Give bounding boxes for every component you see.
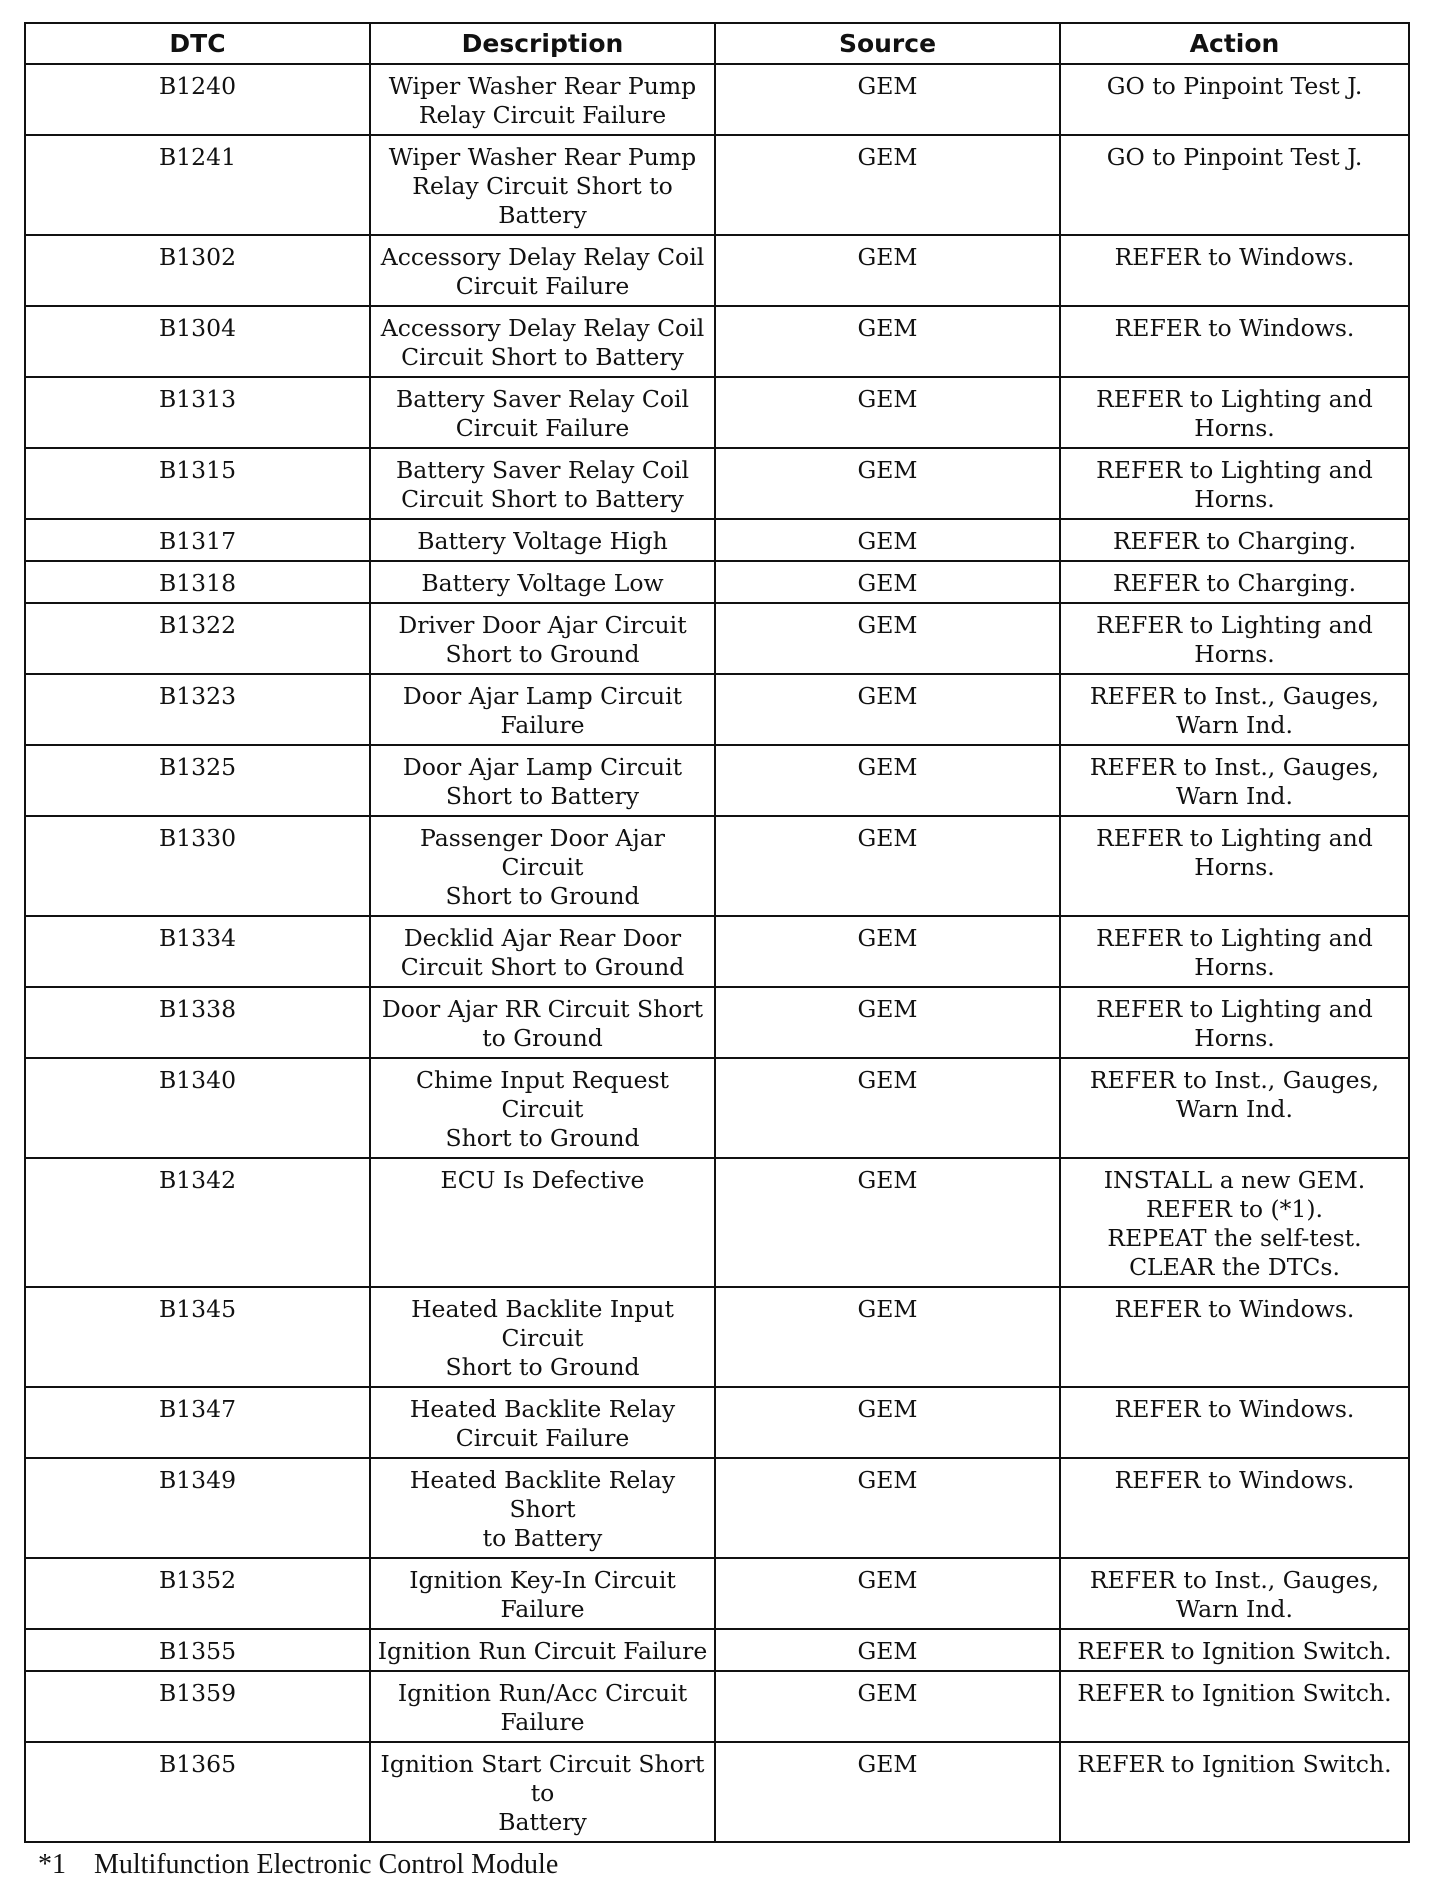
description-cell	[370, 603, 715, 674]
header-action: Action	[1060, 23, 1409, 64]
dtc-code-cell: B1334	[25, 916, 370, 987]
description-cell	[370, 1158, 715, 1287]
source-cell: GEM	[715, 306, 1060, 377]
description-line: Battery Saver Relay Coil	[395, 456, 690, 484]
action-line: REFER to Lighting and	[1096, 456, 1373, 484]
description-cell	[370, 816, 715, 916]
table-row	[25, 1458, 1409, 1558]
description-line: Circuit Short to Ground	[400, 953, 685, 981]
table-row	[25, 987, 1409, 1058]
action-line: Horns.	[1194, 485, 1275, 513]
table-row	[25, 519, 1409, 561]
table-header-row	[25, 23, 1409, 64]
description-line: Short to Ground	[445, 640, 640, 668]
action-cell	[1060, 816, 1409, 916]
action-line: REPEAT the self-test.	[1107, 1224, 1362, 1252]
description-line: Relay Circuit Failure	[418, 101, 667, 129]
source-cell: GEM	[715, 1158, 1060, 1287]
action-cell	[1060, 1458, 1409, 1558]
description-line: Battery Voltage Low	[421, 569, 664, 597]
source-cell: GEM	[715, 135, 1060, 235]
description-cell	[370, 64, 715, 135]
action-cell	[1060, 674, 1409, 745]
description-line: Battery	[498, 1808, 587, 1836]
description-cell	[370, 561, 715, 603]
description-line: to Battery	[482, 1524, 603, 1552]
description-cell	[370, 1387, 715, 1458]
table-row	[25, 235, 1409, 306]
action-cell	[1060, 987, 1409, 1058]
table-row	[25, 306, 1409, 377]
action-line: REFER to Inst., Gauges,	[1089, 682, 1380, 710]
source-cell: GEM	[715, 987, 1060, 1058]
table-row	[25, 561, 1409, 603]
table-row	[25, 64, 1409, 135]
action-line: Horns.	[1194, 414, 1275, 442]
table-row	[25, 1671, 1409, 1742]
description-line: Short to Ground	[445, 882, 640, 910]
source-cell: GEM	[715, 1287, 1060, 1387]
action-line: REFER to Lighting and	[1096, 995, 1373, 1023]
action-cell	[1060, 603, 1409, 674]
source-cell: GEM	[715, 1742, 1060, 1842]
action-cell	[1060, 448, 1409, 519]
action-cell	[1060, 1629, 1409, 1671]
description-line: Circuit Short to Battery	[401, 343, 684, 371]
description-cell	[370, 1742, 715, 1842]
description-line: Failure	[500, 1708, 585, 1736]
action-line: REFER to Inst., Gauges,	[1089, 1566, 1380, 1594]
description-line: Heated Backlite Relay Short	[409, 1466, 676, 1523]
action-line: Horns.	[1194, 853, 1275, 881]
action-line: REFER to Lighting and	[1096, 385, 1373, 413]
description-line: Battery Voltage High	[417, 527, 668, 555]
description-line: Heated Backlite Input Circuit	[411, 1295, 674, 1352]
action-line: REFER to Lighting and	[1096, 611, 1373, 639]
description-line: Passenger Door Ajar Circuit	[420, 824, 665, 881]
action-line: REFER to Windows.	[1114, 1295, 1355, 1323]
action-line: REFER to Ignition Switch.	[1077, 1679, 1392, 1707]
action-cell	[1060, 561, 1409, 603]
action-line: REFER to (*1).	[1145, 1195, 1324, 1223]
action-cell	[1060, 1058, 1409, 1158]
action-cell	[1060, 916, 1409, 987]
footnote-mark: *1	[38, 1849, 66, 1880]
description-line: Door Ajar Lamp Circuit	[402, 682, 683, 710]
action-cell	[1060, 1387, 1409, 1458]
description-line: Circuit Failure	[455, 272, 630, 300]
description-line: Heated Backlite Relay	[409, 1395, 676, 1423]
dtc-code-cell: B1304	[25, 306, 370, 377]
description-line: Circuit Failure	[455, 414, 630, 442]
description-cell	[370, 674, 715, 745]
dtc-code-cell: B1365	[25, 1742, 370, 1842]
action-line: REFER to Windows.	[1114, 1466, 1355, 1494]
table-row	[25, 1287, 1409, 1387]
description-cell	[370, 916, 715, 987]
description-cell	[370, 745, 715, 816]
table-row	[25, 674, 1409, 745]
description-cell	[370, 1629, 715, 1671]
description-line: Failure	[500, 1595, 585, 1623]
table-row	[25, 603, 1409, 674]
source-cell: GEM	[715, 448, 1060, 519]
action-line: Horns.	[1194, 953, 1275, 981]
table-row	[25, 1742, 1409, 1842]
dtc-code-cell: B1352	[25, 1558, 370, 1629]
source-cell: GEM	[715, 1629, 1060, 1671]
description-line: Wiper Washer Rear Pump	[388, 143, 697, 171]
dtc-code-cell: B1240	[25, 64, 370, 135]
dtc-code-cell: B1355	[25, 1629, 370, 1671]
source-cell: GEM	[715, 1671, 1060, 1742]
dtc-code-cell: B1313	[25, 377, 370, 448]
dtc-code-cell: B1325	[25, 745, 370, 816]
description-line: Ignition Run/Acc Circuit	[397, 1679, 688, 1707]
description-cell	[370, 1458, 715, 1558]
description-line: Wiper Washer Rear Pump	[388, 72, 697, 100]
action-line: REFER to Windows.	[1114, 314, 1355, 342]
dtc-code-cell: B1318	[25, 561, 370, 603]
description-cell	[370, 235, 715, 306]
description-line: Circuit Short to Battery	[401, 485, 684, 513]
dtc-table	[24, 22, 1410, 1843]
dtc-code-cell: B1359	[25, 1671, 370, 1742]
action-cell	[1060, 306, 1409, 377]
action-cell	[1060, 1287, 1409, 1387]
description-cell	[370, 377, 715, 448]
description-line: Driver Door Ajar Circuit	[398, 611, 687, 639]
description-line: Battery Saver Relay Coil	[395, 385, 690, 413]
action-line: REFER to Windows.	[1114, 1395, 1355, 1423]
table-row	[25, 1387, 1409, 1458]
source-cell: GEM	[715, 235, 1060, 306]
dtc-code-cell: B1317	[25, 519, 370, 561]
action-line: Warn Ind.	[1176, 1595, 1293, 1623]
table-row	[25, 448, 1409, 519]
source-cell: GEM	[715, 64, 1060, 135]
description-line: Short to Battery	[445, 782, 640, 810]
description-cell	[370, 1671, 715, 1742]
description-cell	[370, 987, 715, 1058]
footnote	[24, 1845, 1408, 1885]
dtc-code-cell: B1347	[25, 1387, 370, 1458]
description-cell	[370, 448, 715, 519]
action-cell	[1060, 64, 1409, 135]
action-cell	[1060, 377, 1409, 448]
description-line: Battery	[498, 201, 587, 229]
header-source: Source	[715, 23, 1060, 64]
header-description: Description	[370, 23, 715, 64]
description-line: Door Ajar RR Circuit Short	[381, 995, 704, 1023]
description-line: to Ground	[482, 1024, 603, 1052]
description-line: Chime Input Request Circuit	[416, 1066, 669, 1123]
dtc-code-cell: B1323	[25, 674, 370, 745]
table-row	[25, 1058, 1409, 1158]
source-cell: GEM	[715, 816, 1060, 916]
dtc-code-cell: B1340	[25, 1058, 370, 1158]
table-body	[25, 64, 1409, 1842]
table-row	[25, 1629, 1409, 1671]
action-cell	[1060, 1158, 1409, 1287]
table-row	[25, 1558, 1409, 1629]
description-line: Short to Ground	[445, 1353, 640, 1381]
action-line: GO to Pinpoint Test J.	[1106, 143, 1363, 171]
action-line: REFER to Inst., Gauges,	[1089, 753, 1380, 781]
table-row	[25, 816, 1409, 916]
description-line: Accessory Delay Relay Coil	[380, 243, 705, 271]
header-dtc: DTC	[25, 23, 370, 64]
description-line: Ignition Run Circuit Failure	[377, 1637, 708, 1665]
description-cell	[370, 306, 715, 377]
dtc-code-cell: B1338	[25, 987, 370, 1058]
description-cell	[370, 1058, 715, 1158]
action-cell	[1060, 235, 1409, 306]
action-line: GO to Pinpoint Test J.	[1106, 72, 1363, 100]
action-line: REFER to Ignition Switch.	[1077, 1750, 1392, 1778]
description-line: Decklid Ajar Rear Door	[403, 924, 682, 952]
source-cell: GEM	[715, 745, 1060, 816]
table-row	[25, 135, 1409, 235]
action-line: REFER to Charging.	[1112, 527, 1357, 555]
source-cell: GEM	[715, 561, 1060, 603]
action-cell	[1060, 745, 1409, 816]
source-cell: GEM	[715, 519, 1060, 561]
table-row	[25, 1158, 1409, 1287]
dtc-code-cell: B1345	[25, 1287, 370, 1387]
description-cell	[370, 135, 715, 235]
action-cell	[1060, 1671, 1409, 1742]
table-row	[25, 745, 1409, 816]
action-line: REFER to Inst., Gauges,	[1089, 1066, 1380, 1094]
action-cell	[1060, 519, 1409, 561]
dtc-sheet	[24, 22, 1408, 1885]
source-cell: GEM	[715, 1458, 1060, 1558]
action-line: REFER to Lighting and	[1096, 824, 1373, 852]
source-cell: GEM	[715, 1058, 1060, 1158]
action-cell	[1060, 135, 1409, 235]
description-line: Ignition Start Circuit Short to	[380, 1750, 705, 1807]
action-line: Warn Ind.	[1176, 711, 1293, 739]
action-line: REFER to Lighting and	[1096, 924, 1373, 952]
description-line: Ignition Key-In Circuit	[409, 1566, 676, 1594]
action-cell	[1060, 1742, 1409, 1842]
source-cell: GEM	[715, 916, 1060, 987]
action-line: INSTALL a new GEM.	[1103, 1166, 1366, 1194]
action-line: Horns.	[1194, 1024, 1275, 1052]
description-line: Relay Circuit Short to	[412, 172, 673, 200]
action-line: REFER to Windows.	[1114, 243, 1355, 271]
source-cell: GEM	[715, 1558, 1060, 1629]
dtc-code-cell: B1315	[25, 448, 370, 519]
dtc-code-cell: B1241	[25, 135, 370, 235]
description-cell	[370, 1287, 715, 1387]
description-line: Circuit Failure	[455, 1424, 630, 1452]
description-cell	[370, 1558, 715, 1629]
action-line: Horns.	[1194, 640, 1275, 668]
source-cell: GEM	[715, 1387, 1060, 1458]
action-cell	[1060, 1558, 1409, 1629]
table-row	[25, 916, 1409, 987]
description-line: Short to Ground	[445, 1124, 640, 1152]
source-cell: GEM	[715, 603, 1060, 674]
description-line: Accessory Delay Relay Coil	[380, 314, 705, 342]
action-line: REFER to Ignition Switch.	[1077, 1637, 1392, 1665]
dtc-code-cell: B1322	[25, 603, 370, 674]
dtc-code-cell: B1342	[25, 1158, 370, 1287]
action-line: Warn Ind.	[1176, 782, 1293, 810]
action-line: REFER to Charging.	[1112, 569, 1357, 597]
description-cell	[370, 519, 715, 561]
footnote-text: Multifunction Electronic Control Module	[94, 1849, 559, 1880]
dtc-code-cell: B1349	[25, 1458, 370, 1558]
action-line: Warn Ind.	[1176, 1095, 1293, 1123]
source-cell: GEM	[715, 674, 1060, 745]
table-row	[25, 377, 1409, 448]
description-line: Door Ajar Lamp Circuit	[402, 753, 683, 781]
dtc-code-cell: B1302	[25, 235, 370, 306]
source-cell: GEM	[715, 377, 1060, 448]
description-line: Failure	[500, 711, 585, 739]
description-line: ECU Is Defective	[440, 1166, 645, 1194]
dtc-code-cell: B1330	[25, 816, 370, 916]
action-line: CLEAR the DTCs.	[1129, 1253, 1340, 1281]
